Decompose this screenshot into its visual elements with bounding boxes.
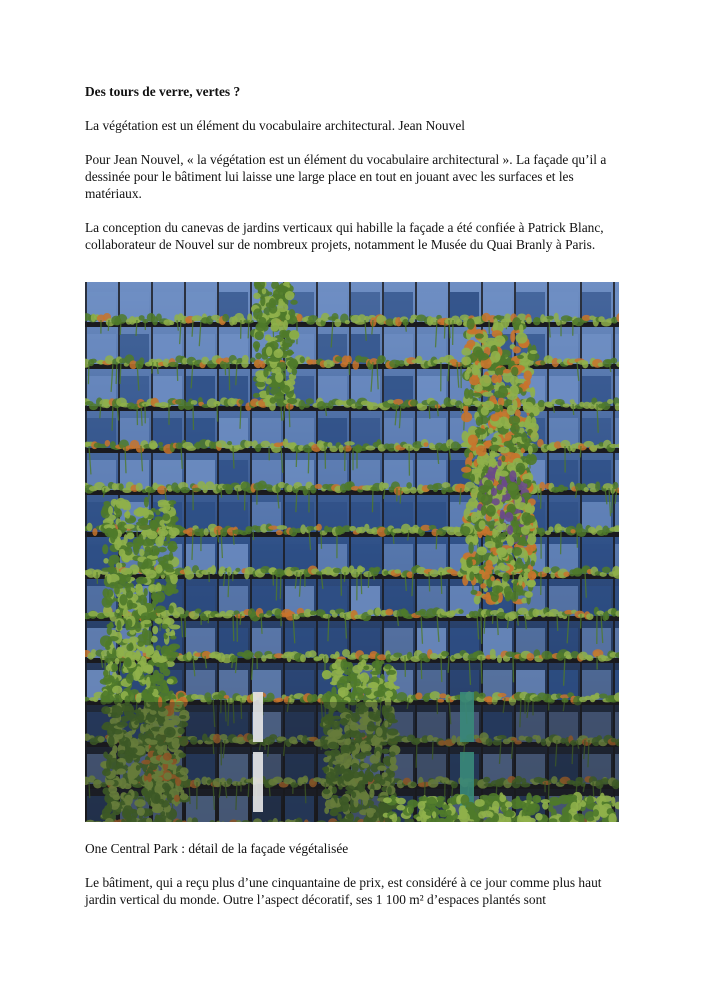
intro-quote: La végétation est un élément du vocabulaire architectural. Jean Nouvel [85,118,465,133]
paragraph-2: La conception du canevas de jardins verticaux qui habille la façade a été confiée à Patrick Blanc, collaborateur de Nouvel sur de nombreux projets, notamment le Musée du Quai Branly à Paris. [85,220,604,252]
article-title: Des tours de verre, vertes ? [85,84,241,99]
paragraph-3: Le bâtiment, qui a reçu plus d’une cinquantaine de prix, est considéré à ce jour comme plus haut jardin vertical du monde. Outre l’aspect décoratif, ses 1 100 m² d’espaces plantés sont [85,875,602,907]
paragraph-1: Pour Jean Nouvel, « la végétation est un élément du vocabulaire architectural ». La façade qu’il a dessinée pour le bâtiment lui laisse une large place en tout en jouant avec les surfaces et les matériaux. [85,152,607,201]
facade-photo [85,282,619,822]
figure-caption: One Central Park : détail de la façade végétalisée [85,841,349,856]
